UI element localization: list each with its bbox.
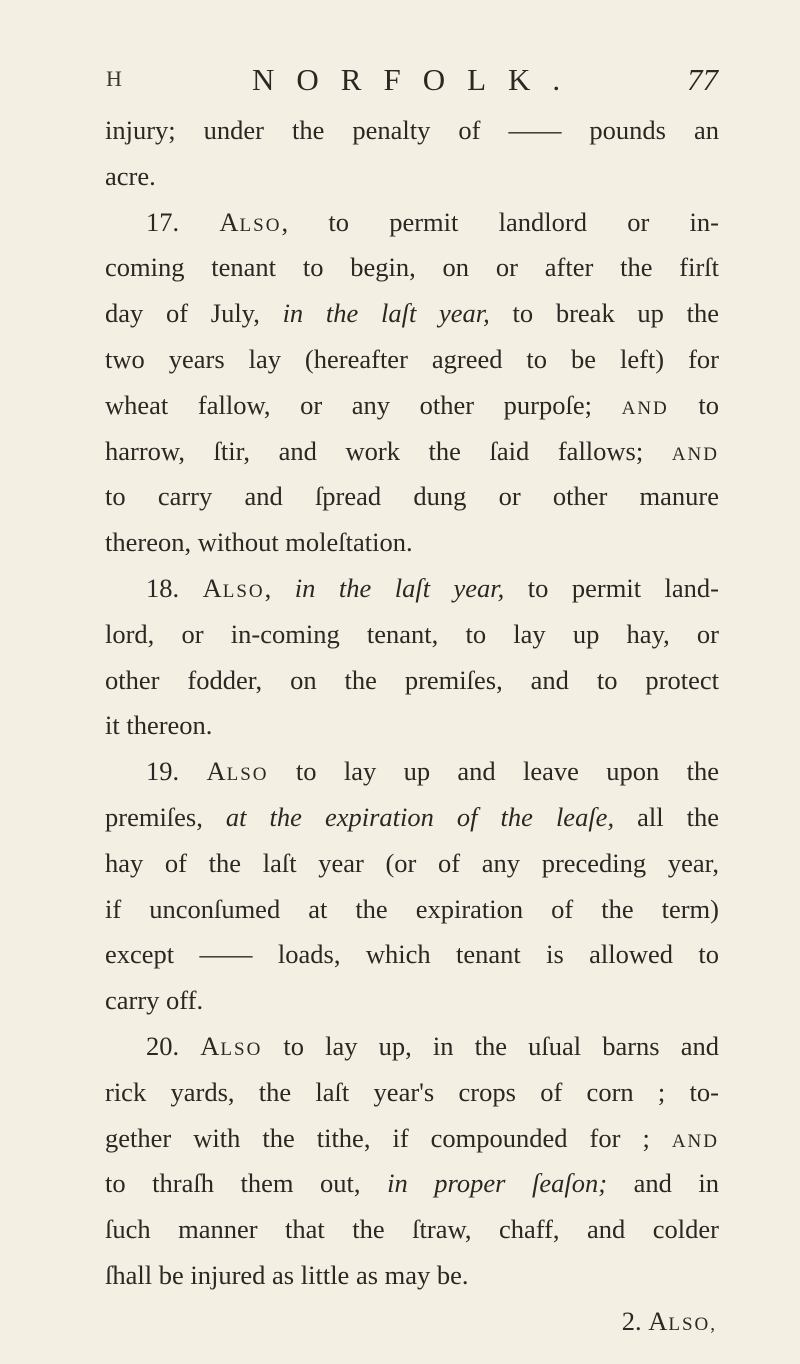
text-run: two years lay (hereafter agreed to be left) for — [105, 343, 719, 374]
text-run: except — [105, 939, 200, 970]
text-run: —— — [199, 939, 253, 970]
text-run: coming tenant to begin, on or after the firſt — [105, 252, 719, 283]
catchword-initial: A — [648, 1305, 669, 1336]
text-run: to lay up, in the uſual barns and — [262, 1030, 720, 1061]
page-number: 77 — [687, 62, 718, 97]
text-line — [105, 932, 719, 978]
text-line — [105, 1161, 719, 1207]
text-run: gether with the tithe, if compounded for ; — [105, 1122, 672, 1153]
text-run: harrow, ſtir, and work the ſaid fallows; — [105, 435, 672, 466]
text-line — [105, 887, 719, 933]
body-text — [105, 108, 719, 1345]
catchword-number: 2. — [621, 1305, 649, 1336]
text-run: premiſes, — [105, 801, 226, 832]
text-run: thereon, without moleſtation. — [105, 527, 413, 558]
text-run: 20. — [146, 1030, 201, 1061]
text-run: hay of the laſt year (or of any preceding year, — [105, 847, 719, 878]
text-run: and in — [607, 1168, 719, 1199]
small-caps-text: LSO — [226, 764, 269, 786]
small-caps-text: LSO — [239, 214, 282, 236]
small-caps-text: LSO — [222, 580, 265, 602]
text-line — [105, 154, 719, 200]
small-caps-text: A — [219, 206, 240, 237]
text-line — [105, 978, 719, 1024]
text-run: other fodder, on the premiſes, and to protect — [105, 664, 719, 695]
text-run: rick yards, the laſt year's crops of corn ; to- — [105, 1076, 719, 1107]
italic-text: in the laſt year, — [282, 298, 490, 329]
catchword — [105, 1299, 719, 1345]
small-caps-text: AND — [621, 397, 669, 419]
page-header — [106, 62, 718, 106]
small-caps-text: LSO — [220, 1038, 263, 1060]
text-run: it thereon. — [105, 710, 213, 741]
italic-text: in the laſt year, — [294, 572, 505, 603]
text-line — [105, 291, 719, 337]
text-line — [105, 337, 719, 383]
text-line — [105, 200, 719, 246]
text-line — [105, 1116, 719, 1162]
text-line — [105, 1207, 719, 1253]
text-run: ſhall be injured as little as may be. — [105, 1259, 469, 1290]
text-line — [105, 1024, 719, 1070]
signature-mark: H — [106, 66, 123, 91]
text-line — [105, 658, 719, 704]
text-run: 17. — [146, 206, 220, 237]
small-caps-text: A — [202, 572, 223, 603]
text-line — [105, 1070, 719, 1116]
text-run: carry off. — [105, 985, 204, 1016]
text-run: to — [668, 389, 719, 420]
small-caps-text: A — [206, 756, 227, 787]
text-run: injury; under the penalty of — [105, 115, 509, 145]
text-run: 18. — [146, 572, 203, 603]
text-run: day of July, — [105, 298, 283, 329]
text-run: all the — [614, 801, 719, 832]
text-line — [105, 429, 719, 475]
text-line — [105, 795, 719, 841]
running-title: NORFOLK. — [252, 62, 583, 97]
text-line — [105, 566, 719, 612]
text-run: ſuch manner that the ſtraw, chaff, and colder — [105, 1214, 719, 1245]
text-run: , to permit landlord or in- — [281, 206, 719, 237]
text-lines — [105, 108, 719, 1299]
text-run: —— — [508, 115, 562, 145]
small-caps-text: A — [200, 1030, 221, 1061]
text-run: to thraſh them out, — [105, 1168, 388, 1199]
small-caps-text: AND — [671, 1130, 719, 1152]
text-line — [105, 520, 719, 566]
text-line — [105, 612, 719, 658]
text-run: to lay up and leave upon the — [268, 756, 720, 787]
catchword-rest: LSO, — [668, 1313, 717, 1335]
text-run: to break up the — [489, 298, 719, 329]
italic-text: in proper ſeaſon; — [387, 1168, 608, 1199]
text-run: , — [264, 572, 295, 603]
text-line — [105, 474, 719, 520]
text-run: loads, which tenant is allowed to — [252, 939, 720, 970]
text-run: 19. — [146, 756, 207, 787]
text-line — [105, 108, 719, 154]
small-caps-text: AND — [671, 443, 719, 465]
text-run: to carry and ſpread dung or other manure — [105, 481, 719, 512]
text-run: lord, or in-coming tenant, to lay up hay, or — [105, 618, 719, 649]
text-line — [105, 383, 719, 429]
text-run: acre. — [105, 160, 156, 191]
text-line — [105, 245, 719, 291]
text-line — [105, 749, 719, 795]
text-line — [105, 703, 719, 749]
text-run: pounds an — [561, 115, 720, 145]
text-run: wheat fallow, or any other purpoſe; — [105, 389, 622, 420]
italic-text: at the expiration of the leaſe, — [225, 801, 615, 832]
text-line — [105, 1253, 719, 1299]
text-line — [105, 841, 719, 887]
text-run: if unconſumed at the expiration of the term) — [105, 893, 719, 924]
text-run: to permit land- — [504, 572, 719, 603]
